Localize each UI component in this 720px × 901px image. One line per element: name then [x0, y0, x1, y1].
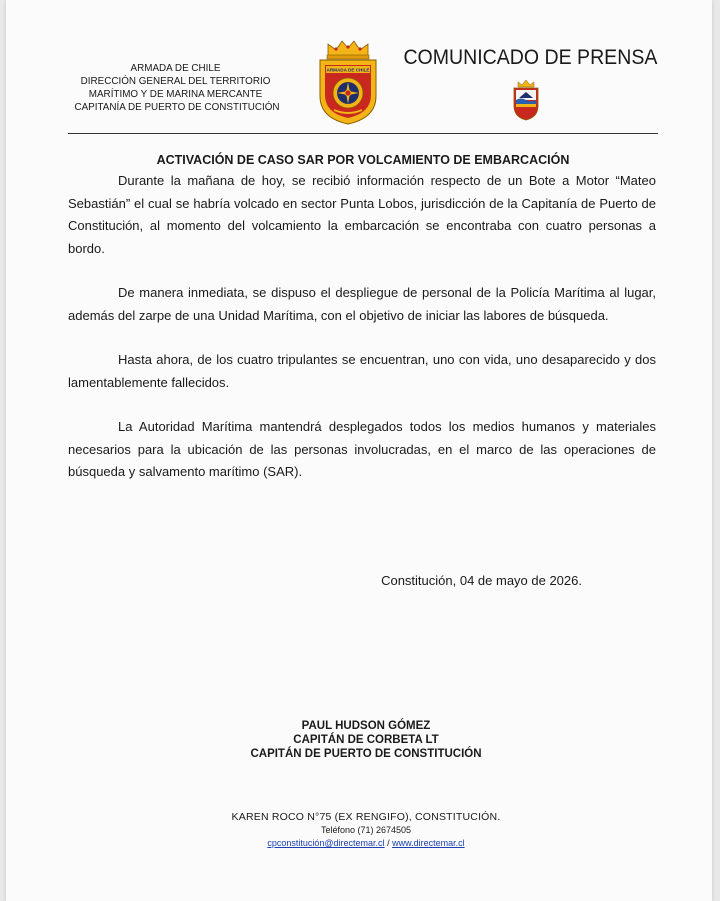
document-title: ACTIVACIÓN DE CASO SAR POR VOLCAMIENTO DE EMBARCACIÓN — [156, 153, 570, 167]
navy-crest-icon — [314, 38, 382, 126]
place-and-date: Constitución, 04 de mayo de 2026. — [381, 573, 582, 588]
signatory-position: CAPITÁN DE PUERTO DE CONSTITUCIÓN — [250, 748, 482, 760]
body-paragraph: De manera inmediata, se dispuso el despliegue de personal de la Policía Marítima al lugar, además del zarpe de una Unidad Marítima, con el objetivo de iniciar las labores de búsqueda. — [68, 285, 656, 323]
body-paragraph: La Autoridad Marítima mantendrá desplegados todos los medios humanos y materiales necesarios para la ubicación de las personas involucradas, en el marco de las operaciones de búsqueda y salvamento marítimo (SAR). — [68, 419, 656, 479]
signature-block — [68, 719, 664, 761]
email-link[interactable]: cpconstitución@directemar.cl — [267, 838, 385, 848]
crest-banner-text: ARMADA DE CHILE — [326, 67, 370, 73]
body-paragraph: Durante la mañana de hoy, se recibió información respecto de un Bote a Motor “Mateo Sebastián” el cual se habría volcado en sector Punta Lobos, jurisdicción de la Capitanía de Puerto de Constitución, al momento del volcamiento la embarcación se encontraba con cuatro personas a bordo. — [68, 173, 656, 256]
press-release-heading: COMUNICADO DE PRENSA — [403, 46, 658, 69]
website-link[interactable]: www.directemar.cl — [392, 838, 465, 848]
signatory-rank: CAPITÁN DE CORBETA LT — [293, 734, 439, 746]
header-divider — [68, 133, 658, 134]
issuing-organization — [74, 62, 280, 114]
org-line-port-authority: CAPITANÍA DE PUERTO DE CONSTITUCIÓN — [74, 101, 280, 113]
press-release-page — [6, 0, 712, 901]
signatory-name: PAUL HUDSON GÓMEZ — [301, 720, 431, 732]
org-line-territory: MARÍTIMO Y DE MARINA MERCANTE — [88, 88, 263, 100]
document-body — [68, 170, 656, 506]
footer-links — [68, 837, 664, 850]
org-line-navy: ARMADA DE CHILE — [130, 62, 221, 74]
directemar-emblem-icon — [511, 78, 541, 122]
body-paragraph: Hasta ahora, de los cuatro tripulantes se encuentran, uno con vida, uno desaparecido y dos lamentablemente fallecidos. — [68, 352, 656, 390]
org-line-directorate: DIRECCIÓN GENERAL DEL TERRITORIO — [80, 75, 271, 87]
link-separator: / — [384, 838, 393, 848]
footer-contact — [68, 811, 664, 850]
footer-phone: Teléfono (71) 2674505 — [320, 825, 412, 835]
footer-address: KAREN ROCO N°75 (EX RENGIFO), CONSTITUCIÓN. — [231, 811, 501, 823]
